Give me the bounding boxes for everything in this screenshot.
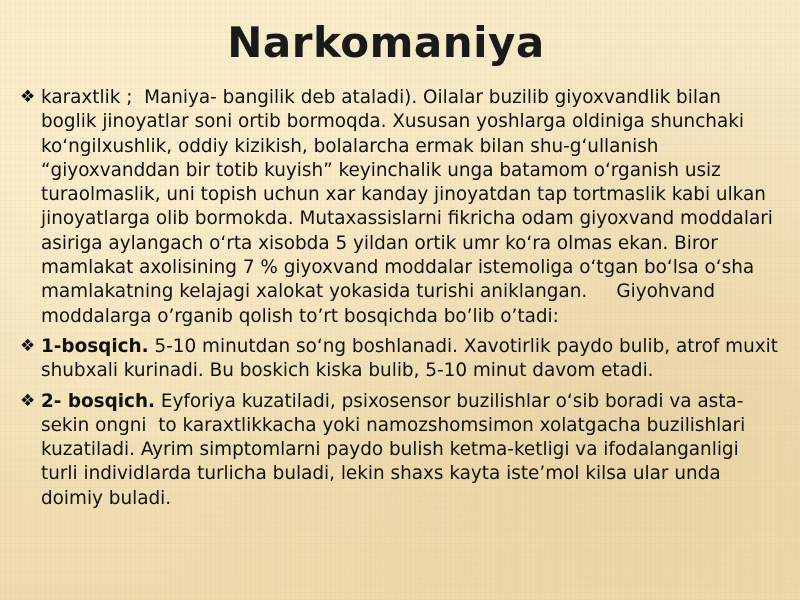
diamond-bullet-icon: ❖ (20, 335, 36, 356)
bullet-2-text: 5-10 minutdan soʻng boshlanadi. Xavotirlik paydo bulib, atrof muxit shubxali kurinadi. Bu boskich kiska bulib, 5-10 minut davom etadi. (41, 335, 784, 382)
diamond-bullet-icon: ❖ (20, 390, 36, 411)
bullet-3-lead: 2- bosqich. (41, 390, 156, 412)
slide-title: Narkomaniya (227, 18, 545, 67)
bullet-paragraph-1 (20, 86, 780, 329)
bullet-3-text: Eyforiya kuzatiladi, psixosensor buzilishlar oʻsib boradi va asta-sekin ongni to karaxtlikkacha yoki namozshomsimon xolatgacha buzilishlari kuzatiladi. Ayrim simptomlarni paydo bulish ketma-ketligi va ifodalanganligi turli individlarda turlicha buladi, lekin shaxs kayta iste’mol kilsa ular unda doimiy buladi. (41, 390, 752, 509)
bullet-paragraph-2 (20, 335, 784, 384)
bullet-paragraph-3 (20, 390, 780, 511)
bullet-2-lead: 1-bosqich. (41, 335, 149, 357)
bullet-1-text: karaxtlik ; Maniya- bangilik deb ataladi). Oilalar buzilib giyoxvandlik bilan boglik jinoyatlar soni ortib bormoqda. Xususan yoshlarga oldiniga shunchaki koʻngilxushlik, oddiy kizikish, bolalarcha ermak bilan shu-gʻullanish “giyoxvanddan bir totib kuyish” keyinchalik unga batamom oʻrganish usiz turaolmaslik, uni topish uchun xar kanday jinoyatdan tap tortmaslik kabi ulkan jinoyatlarga olib bormokda. Mutaxassislarni fikricha odam giyoxvand moddalari asiriga aylangach oʻrta xisobda 5 yildan ortik umr koʻra olmas ekan. Biror mamlakat axolisining 7 % giyoxvand moddalar istemoliga oʻtgan boʻlsa oʻsha mamlakatning kelajagi xalokat yokasida turishi aniklangan. Giyohvand moddalarga o’rganib qolish to’rt bosqichda bo’lib o’tadi: (41, 87, 779, 327)
slide-body (20, 86, 784, 511)
diamond-bullet-icon: ❖ (20, 87, 36, 107)
